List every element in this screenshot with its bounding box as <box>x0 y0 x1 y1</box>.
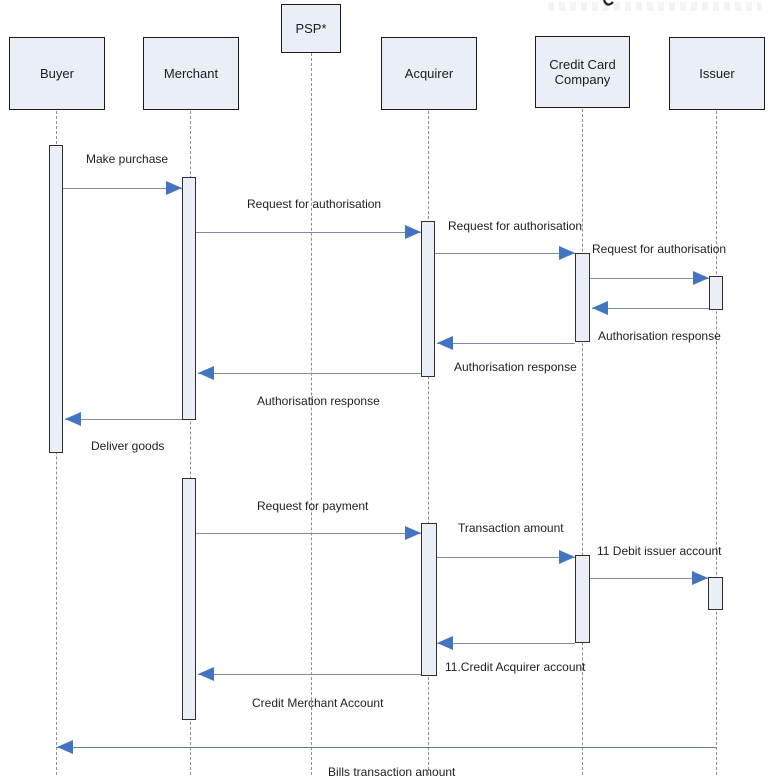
arrowhead-right-icon <box>405 225 421 239</box>
arrowhead-left-icon <box>65 412 81 426</box>
activation-acquirer-1 <box>421 221 435 377</box>
arrowhead-left-icon <box>198 667 214 681</box>
actor-label: Credit Card Company <box>549 57 616 87</box>
arrowhead-left-icon <box>592 301 608 315</box>
message-label: Transaction amount <box>458 521 564 535</box>
message-line-request-authorisation-2 <box>435 253 575 254</box>
lifeline-credit-card-company <box>582 109 583 775</box>
arrowhead-left-icon <box>437 636 453 650</box>
message-label: Request for authorisation <box>592 242 727 256</box>
message-label: 11 Debit issuer account <box>597 544 722 558</box>
message-label: Authorisation response <box>454 360 577 374</box>
arrowhead-right-icon <box>166 181 182 195</box>
arrowhead-left-icon <box>198 366 214 380</box>
message-line-credit-merchant-account <box>198 674 421 675</box>
message-line-make-purchase <box>63 188 182 189</box>
message-label: Bills transaction amount <box>328 765 456 779</box>
message-label: Request for authorisation <box>448 219 583 233</box>
actor-label: Issuer <box>699 66 735 81</box>
actor-box-psp <box>281 4 341 53</box>
cropped-title-ghost-text <box>548 2 762 11</box>
message-line-debit-issuer-account <box>590 578 708 579</box>
message-line-transaction-amount <box>437 557 575 558</box>
cropped-title-fragment <box>603 0 615 8</box>
arrowhead-right-icon <box>559 246 575 260</box>
message-label: Request for authorisation <box>247 197 382 211</box>
arrowhead-right-icon <box>559 550 575 564</box>
arrowhead-left-icon <box>57 740 73 754</box>
activation-ccc-2 <box>575 555 590 643</box>
actor-label: Buyer <box>40 66 74 81</box>
actor-box-buyer <box>9 37 105 110</box>
arrowhead-right-icon <box>693 271 709 285</box>
message-line-request-authorisation-3 <box>590 278 709 279</box>
message-line-credit-acquirer-account <box>437 643 575 644</box>
actor-label: Acquirer <box>404 66 454 81</box>
activation-acquirer-2 <box>421 523 437 676</box>
actor-box-issuer <box>669 37 765 110</box>
message-line-request-payment <box>196 533 421 534</box>
actor-box-acquirer <box>381 37 477 110</box>
actor-label: PSP* <box>295 21 327 36</box>
activation-merchant-1 <box>182 177 196 420</box>
lifeline-issuer <box>716 111 717 775</box>
actor-box-merchant <box>143 37 239 110</box>
activation-ccc-1 <box>575 253 590 342</box>
message-label: Request for payment <box>257 499 369 513</box>
message-label: Make purchase <box>86 152 169 166</box>
arrowhead-right-icon <box>692 571 708 585</box>
message-line-authorisation-response-3 <box>198 373 421 374</box>
message-line-authorisation-response-1 <box>592 308 709 309</box>
activation-merchant-2 <box>182 478 196 720</box>
arrowhead-right-icon <box>405 526 421 540</box>
message-label: Credit Merchant Account <box>252 696 384 710</box>
message-label: 11.Credit Acquirer account <box>445 660 586 674</box>
arrowhead-left-icon <box>437 336 453 350</box>
message-line-deliver-goods <box>65 419 182 420</box>
message-label: Authorisation response <box>598 329 721 343</box>
message-line-request-authorisation-1 <box>196 232 421 233</box>
message-line-bills-transaction-amount <box>57 747 717 748</box>
activation-buyer-1 <box>49 145 63 453</box>
actor-label: Merchant <box>163 66 219 81</box>
activation-issuer-2 <box>708 577 723 610</box>
lifeline-psp <box>311 53 312 775</box>
message-line-authorisation-response-2 <box>437 343 575 344</box>
message-label: Authorisation response <box>257 394 380 408</box>
activation-issuer-1 <box>709 276 723 310</box>
message-label: Deliver goods <box>91 439 165 453</box>
actor-box-credit-card-company <box>535 36 630 108</box>
